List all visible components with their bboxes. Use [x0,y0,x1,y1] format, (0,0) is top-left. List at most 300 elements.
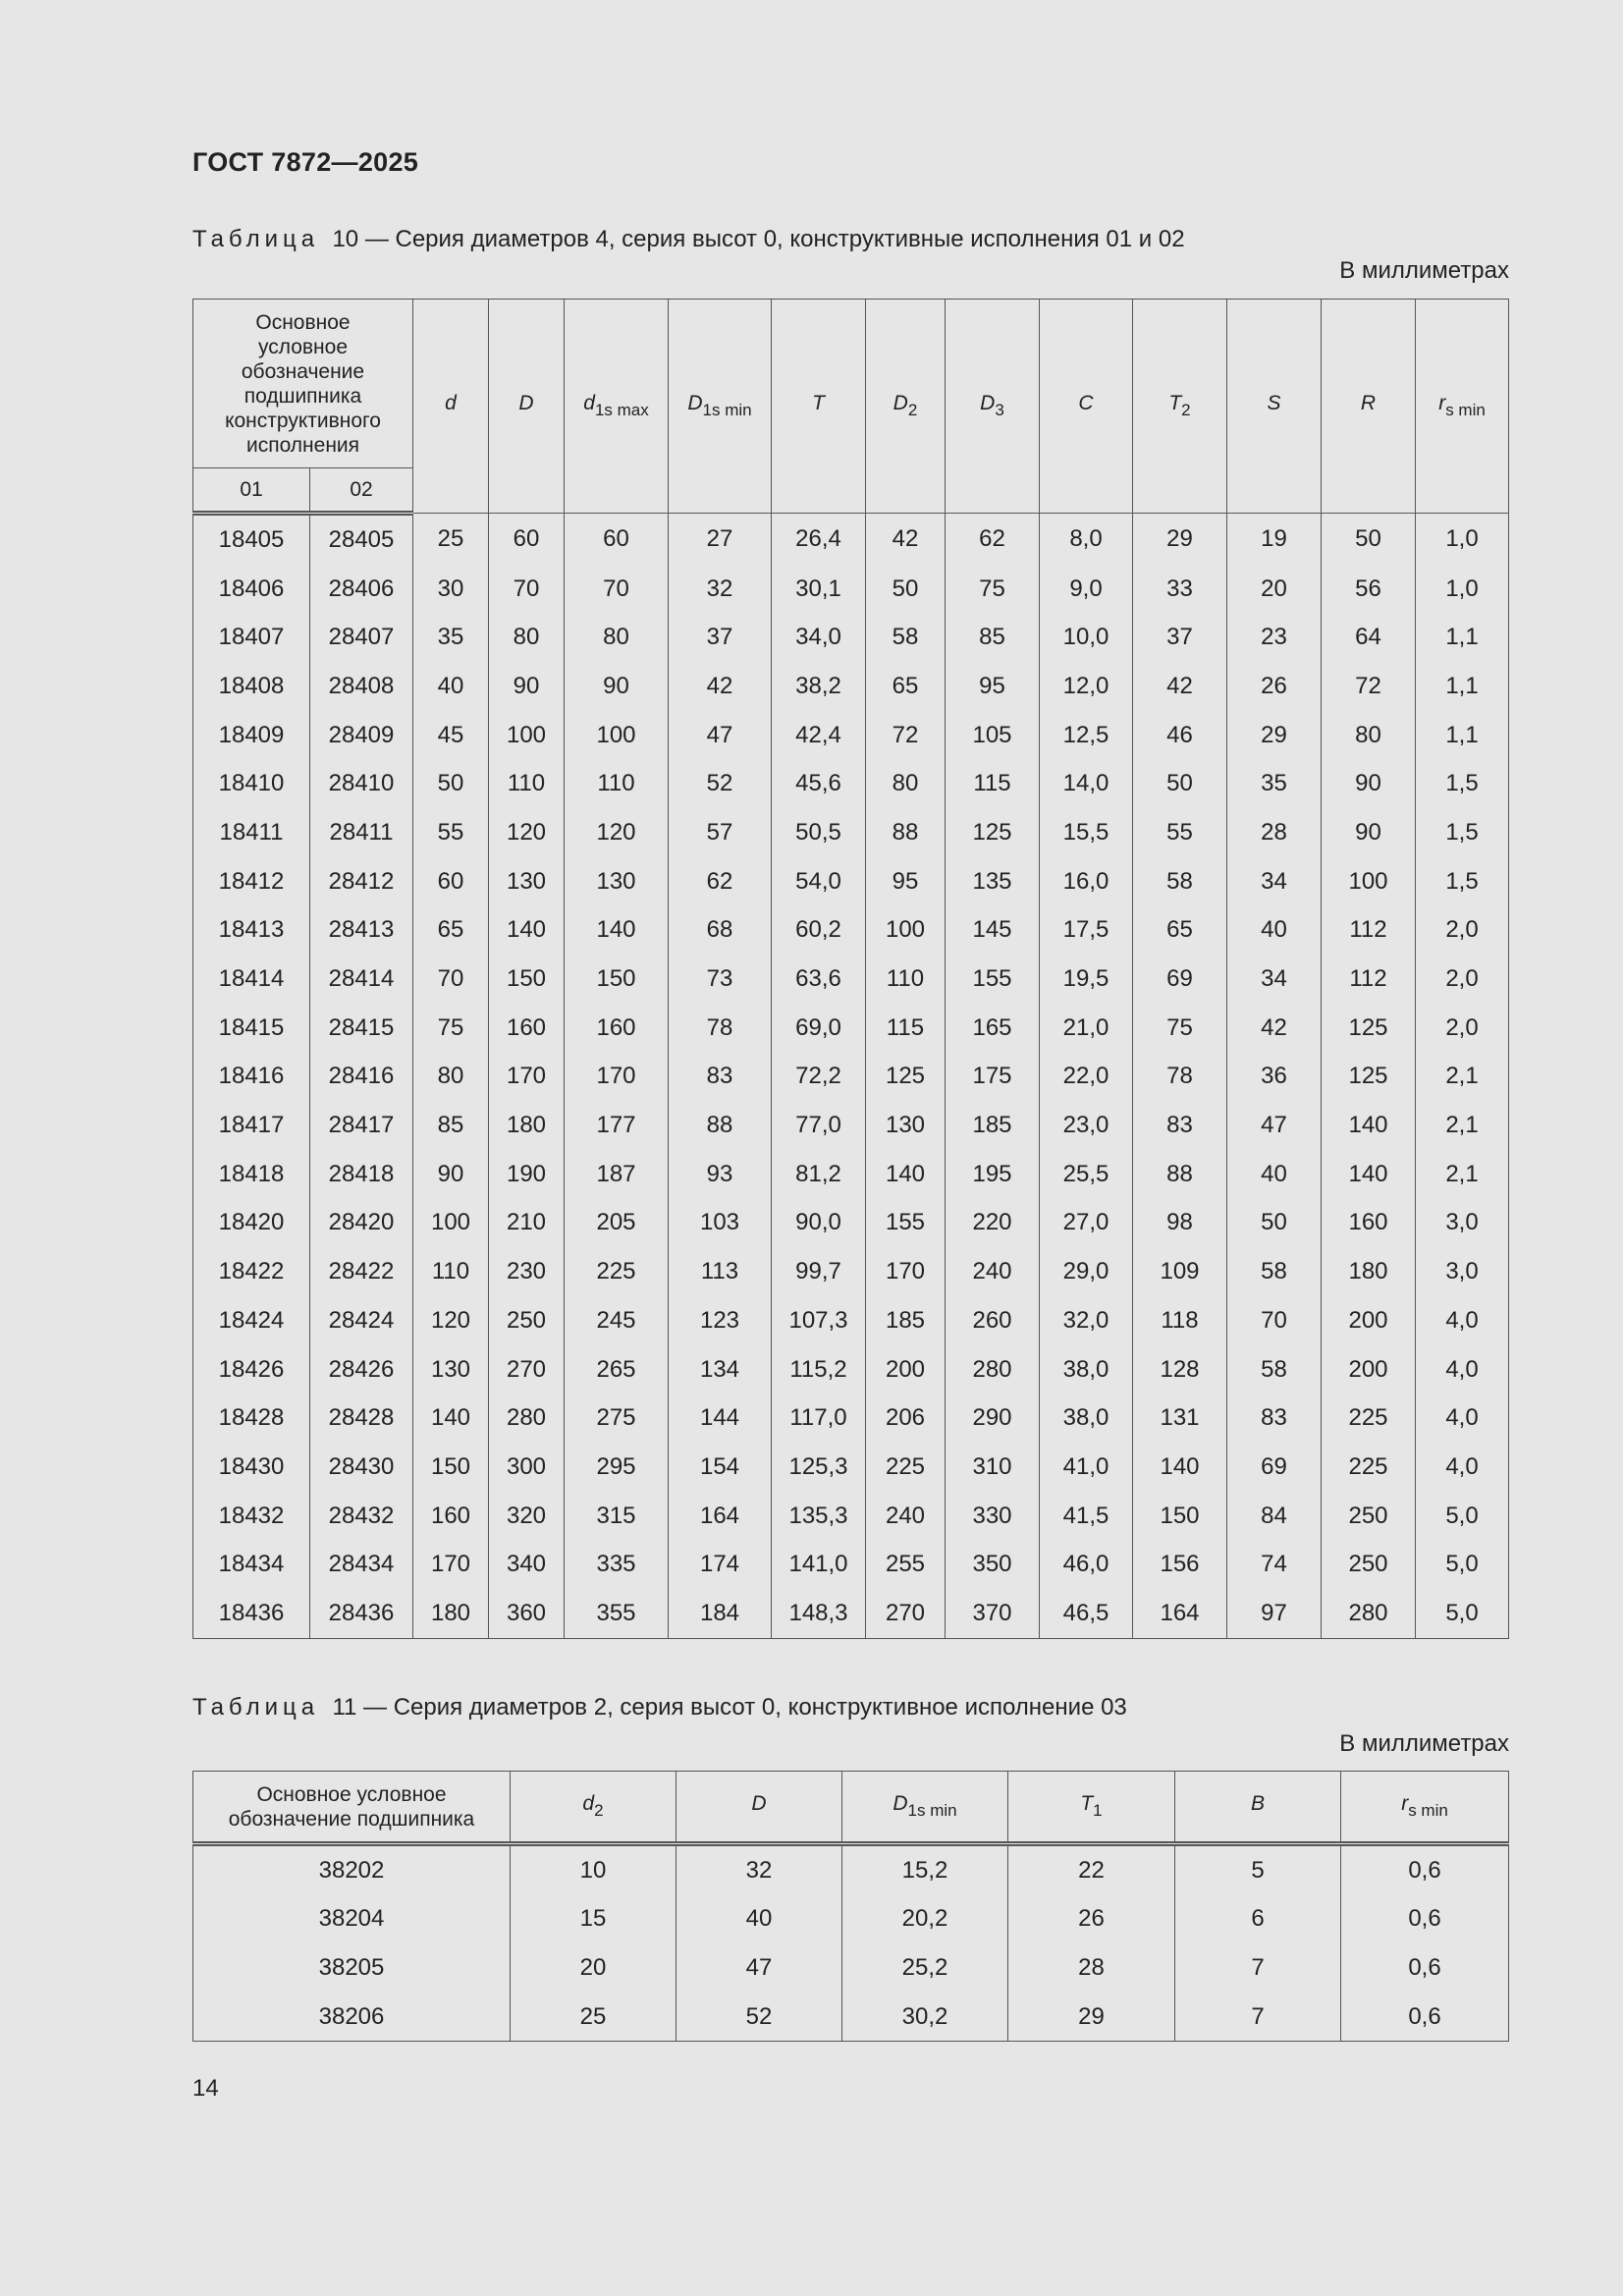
table-cell: 141,0 [772,1540,866,1589]
table-cell: 28407 [310,613,413,662]
table-cell: 28417 [310,1101,413,1150]
table10-caption-text: 10 — Серия диаметров 4, серия высот 0, конструктивные исполнения 01 и 02 [332,226,1185,252]
table-cell: 65 [413,906,489,956]
table-cell: 125 [866,1053,946,1102]
table-cell: 75 [946,565,1040,614]
table-cell: 2,1 [1416,1101,1509,1150]
table-cell: 164 [1133,1589,1227,1638]
table-cell: 120 [565,808,669,857]
table-cell: 28424 [310,1296,413,1345]
table-cell: 100 [489,711,565,760]
table-cell: 46 [1133,711,1227,760]
table-cell: 1,1 [1416,711,1509,760]
table-cell: 131 [1133,1394,1227,1443]
table-cell: 42 [866,514,946,565]
table-cell: 18405 [193,514,310,565]
table-cell: 64 [1322,613,1416,662]
table-cell: 10,0 [1040,613,1133,662]
table-cell: 18424 [193,1296,310,1345]
table-cell: 50 [413,759,489,808]
table11-col-header: $r_{s min}$ [1341,1772,1509,1844]
table-cell: 15 [511,1895,676,1944]
table11-caption-text: 11 — Серия диаметров 2, серия высот 0, конструктивное исполнение 03 [332,1694,1127,1721]
table-cell: 28432 [310,1492,413,1541]
table-cell: 38,0 [1040,1394,1133,1443]
table-cell: 170 [413,1540,489,1589]
table-cell: 220 [946,1199,1040,1248]
table-cell: 83 [1133,1101,1227,1150]
table-cell: 58 [866,613,946,662]
table10-caption [192,226,1185,253]
table11-units: В миллиметрах [1339,1730,1509,1757]
table-cell: 184 [669,1589,772,1638]
table-cell: 130 [489,857,565,906]
table-cell: 26 [1008,1895,1175,1944]
table-cell: 115 [866,1004,946,1053]
table-cell: 80 [413,1053,489,1102]
table-cell: 103 [669,1199,772,1248]
table10-units: В миллиметрах [1339,257,1509,284]
table-cell: 170 [866,1247,946,1296]
table-cell: 60 [413,857,489,906]
table-cell: 80 [866,759,946,808]
table-cell: 72 [866,711,946,760]
table-cell: 28418 [310,1150,413,1199]
table11-col-header: $d_2$ [511,1772,676,1844]
table-cell: 1,5 [1416,857,1509,906]
table-cell: 55 [1133,808,1227,857]
table-cell: 265 [565,1345,669,1394]
table-cell: 28 [1008,1943,1175,1993]
table-cell: 18416 [193,1053,310,1102]
table-cell: 40 [1227,906,1322,956]
table-cell: 50 [1322,514,1416,565]
table-cell: 140 [1133,1443,1227,1492]
table-cell: 340 [489,1540,565,1589]
table-cell: 20,2 [842,1895,1008,1944]
table-row [193,613,1509,662]
table-cell: 28426 [310,1345,413,1394]
table-cell: 5,0 [1416,1540,1509,1589]
table-cell: 18413 [193,906,310,956]
table-cell: 6 [1175,1895,1341,1944]
table-cell: 28436 [310,1589,413,1638]
table-cell: 23 [1227,613,1322,662]
table11-col-header: $D_{1s min}$ [842,1772,1008,1844]
table-cell: 160 [1322,1199,1416,1248]
table-row [193,1101,1509,1150]
table-cell: 150 [565,955,669,1004]
table-cell: 145 [946,906,1040,956]
table-row [193,1844,1509,1895]
table-cell: 23,0 [1040,1101,1133,1150]
table-cell: 355 [565,1589,669,1638]
table-cell: 140 [565,906,669,956]
table-cell: 70 [565,565,669,614]
table10-col-header: D [489,300,565,514]
table10-col-header: $d_{1s max}$ [565,300,669,514]
table-cell: 25,5 [1040,1150,1133,1199]
table10-col-header: $D_2$ [866,300,946,514]
table-cell: 57 [669,808,772,857]
table11-caption [192,1694,1127,1722]
table-cell: 47 [669,711,772,760]
table-cell: 15,5 [1040,808,1133,857]
table-cell: 35 [1227,759,1322,808]
table-cell: 255 [866,1540,946,1589]
table-cell: 14,0 [1040,759,1133,808]
table-cell: 28414 [310,955,413,1004]
table-cell: 12,0 [1040,662,1133,711]
table-cell: 18430 [193,1443,310,1492]
table-cell: 85 [946,613,1040,662]
table11-designation-header: Основное условное обозначение подшипника [193,1772,511,1844]
table-cell: 18417 [193,1101,310,1150]
table-cell: 69,0 [772,1004,866,1053]
table-cell: 5,0 [1416,1492,1509,1541]
table-cell: 34 [1227,857,1322,906]
table-cell: 27,0 [1040,1199,1133,1248]
table-cell: 140 [1322,1101,1416,1150]
table-cell: 80 [565,613,669,662]
table-cell: 70 [413,955,489,1004]
table-cell: 34 [1227,955,1322,1004]
table-cell: 150 [413,1443,489,1492]
table-cell: 26 [1227,662,1322,711]
table-row [193,955,1509,1004]
table-cell: 18407 [193,613,310,662]
table-cell: 330 [946,1492,1040,1541]
table-cell: 75 [413,1004,489,1053]
table-cell: 88 [669,1101,772,1150]
table-cell: 74 [1227,1540,1322,1589]
table-cell: 110 [413,1247,489,1296]
table-cell: 38205 [193,1943,511,1993]
table-cell: 18411 [193,808,310,857]
table-cell: 18426 [193,1345,310,1394]
table-cell: 40 [413,662,489,711]
table-cell: 135,3 [772,1492,866,1541]
table-cell: 28415 [310,1004,413,1053]
table10 [192,299,1509,1639]
table-row [193,1199,1509,1248]
table-cell: 18410 [193,759,310,808]
table-cell: 28409 [310,711,413,760]
table-cell: 100 [565,711,669,760]
table-cell: 185 [866,1296,946,1345]
table-cell: 50 [1227,1199,1322,1248]
table-cell: 69 [1227,1443,1322,1492]
table-row [193,808,1509,857]
table-cell: 164 [669,1492,772,1541]
table-cell: 18436 [193,1589,310,1638]
table-cell: 28430 [310,1443,413,1492]
table-cell: 165 [946,1004,1040,1053]
table-cell: 155 [946,955,1040,1004]
table-cell: 19,5 [1040,955,1133,1004]
page-number: 14 [192,2075,219,2102]
table10-col-header: T [772,300,866,514]
table-cell: 28420 [310,1199,413,1248]
table-cell: 62 [946,514,1040,565]
table-cell: 174 [669,1540,772,1589]
table-cell: 320 [489,1492,565,1541]
table-cell: 230 [489,1247,565,1296]
table-cell: 118 [1133,1296,1227,1345]
table-row [193,1443,1509,1492]
table-cell: 84 [1227,1492,1322,1541]
table-cell: 240 [946,1247,1040,1296]
table-cell: 195 [946,1150,1040,1199]
table-cell: 70 [1227,1296,1322,1345]
table-cell: 20 [1227,565,1322,614]
table-cell: 200 [1322,1345,1416,1394]
table-cell: 25 [511,1993,676,2042]
table10-col-header: $r_{s min}$ [1416,300,1509,514]
table-cell: 69 [1133,955,1227,1004]
table-cell: 22 [1008,1844,1175,1895]
table-cell: 28434 [310,1540,413,1589]
table-cell: 180 [1322,1247,1416,1296]
table-cell: 32 [676,1844,842,1895]
table-cell: 73 [669,955,772,1004]
table-cell: 29,0 [1040,1247,1133,1296]
table-cell: 170 [565,1053,669,1102]
table-cell: 130 [866,1101,946,1150]
table-cell: 52 [676,1993,842,2042]
table-cell: 18406 [193,565,310,614]
table-cell: 28412 [310,857,413,906]
table-cell: 18409 [193,711,310,760]
table-cell: 90 [413,1150,489,1199]
table-cell: 18408 [193,662,310,711]
table-cell: 38,0 [1040,1345,1133,1394]
table-cell: 110 [489,759,565,808]
table-cell: 190 [489,1150,565,1199]
table-cell: 115 [946,759,1040,808]
table-cell: 205 [565,1199,669,1248]
document-header: ГОСТ 7872—2025 [192,147,419,177]
table-cell: 18415 [193,1004,310,1053]
table-cell: 270 [866,1589,946,1638]
table-cell: 19 [1227,514,1322,565]
table-cell: 83 [1227,1394,1322,1443]
table-cell: 21,0 [1040,1004,1133,1053]
table-cell: 88 [866,808,946,857]
table-cell: 28405 [310,514,413,565]
table-cell: 170 [489,1053,565,1102]
table-cell: 18420 [193,1199,310,1248]
table-cell: 225 [866,1443,946,1492]
table-cell: 360 [489,1589,565,1638]
table-cell: 335 [565,1540,669,1589]
table-cell: 17,5 [1040,906,1133,956]
table-cell: 85 [413,1101,489,1150]
table-cell: 29 [1008,1993,1175,2042]
table-cell: 45,6 [772,759,866,808]
table-cell: 42 [1227,1004,1322,1053]
table-cell: 110 [565,759,669,808]
table-cell: 90 [1322,808,1416,857]
table-row [193,1345,1509,1394]
table-cell: 80 [489,613,565,662]
table-cell: 295 [565,1443,669,1492]
table-row [193,1589,1509,1638]
table-cell: 148,3 [772,1589,866,1638]
table-cell: 18414 [193,955,310,1004]
table-cell: 29 [1227,711,1322,760]
table-cell: 28422 [310,1247,413,1296]
table-cell: 1,0 [1416,565,1509,614]
table-cell: 150 [1133,1492,1227,1541]
table-cell: 77,0 [772,1101,866,1150]
table-row [193,514,1509,565]
table-row [193,1004,1509,1053]
table-cell: 206 [866,1394,946,1443]
table-cell: 250 [1322,1492,1416,1541]
table-cell: 90 [1322,759,1416,808]
table-row [193,759,1509,808]
table10-col-header: $T_2$ [1133,300,1227,514]
table-cell: 310 [946,1443,1040,1492]
table-cell: 81,2 [772,1150,866,1199]
table-cell: 4,0 [1416,1296,1509,1345]
table-cell: 110 [866,955,946,1004]
table-cell: 38202 [193,1844,511,1895]
table-cell: 187 [565,1150,669,1199]
table-cell: 225 [1322,1443,1416,1492]
table-cell: 315 [565,1492,669,1541]
table-cell: 37 [669,613,772,662]
table-cell: 0,6 [1341,1943,1509,1993]
table-cell: 0,6 [1341,1993,1509,2042]
table-cell: 2,1 [1416,1053,1509,1102]
table-cell: 33 [1133,565,1227,614]
table-cell: 144 [669,1394,772,1443]
table-cell: 200 [1322,1296,1416,1345]
table-cell: 154 [669,1443,772,1492]
table-cell: 75 [1133,1004,1227,1053]
table-cell: 123 [669,1296,772,1345]
table-cell: 78 [1133,1053,1227,1102]
table-cell: 95 [946,662,1040,711]
table-cell: 109 [1133,1247,1227,1296]
table-row [193,1053,1509,1102]
table-cell: 38206 [193,1993,511,2042]
table-cell: 12,5 [1040,711,1133,760]
table-cell: 58 [1133,857,1227,906]
table-cell: 280 [946,1345,1040,1394]
table-cell: 83 [669,1053,772,1102]
table-row [193,1150,1509,1199]
table-row [193,711,1509,760]
table-cell: 140 [489,906,565,956]
table-cell: 5 [1175,1844,1341,1895]
table-cell: 54,0 [772,857,866,906]
table-cell: 1,1 [1416,662,1509,711]
table-cell: 160 [413,1492,489,1541]
table-cell: 140 [1322,1150,1416,1199]
table10-col-header: R [1322,300,1416,514]
table-cell: 107,3 [772,1296,866,1345]
table-cell: 130 [565,857,669,906]
table-cell: 135 [946,857,1040,906]
table-cell: 22,0 [1040,1053,1133,1102]
table-cell: 80 [1322,711,1416,760]
table-cell: 113 [669,1247,772,1296]
table-cell: 42 [1133,662,1227,711]
table-cell: 18422 [193,1247,310,1296]
table-cell: 4,0 [1416,1345,1509,1394]
table-cell: 36 [1227,1053,1322,1102]
table-cell: 175 [946,1053,1040,1102]
table-cell: 115,2 [772,1345,866,1394]
table-cell: 78 [669,1004,772,1053]
table-cell: 185 [946,1101,1040,1150]
table-cell: 290 [946,1394,1040,1443]
table-cell: 200 [866,1345,946,1394]
table-row [193,906,1509,956]
table-row [193,1993,1509,2042]
table-cell: 156 [1133,1540,1227,1589]
table10-subheader-01: 01 [193,468,310,514]
table-cell: 46,0 [1040,1540,1133,1589]
table-cell: 60 [565,514,669,565]
table-cell: 120 [489,808,565,857]
table10-body [193,514,1509,1639]
table-cell: 30,2 [842,1993,1008,2042]
table-cell: 60,2 [772,906,866,956]
table11 [192,1771,1509,2042]
table-cell: 105 [946,711,1040,760]
table-row [193,1394,1509,1443]
table-cell: 100 [413,1199,489,1248]
table-cell: 7 [1175,1943,1341,1993]
table-cell: 210 [489,1199,565,1248]
table-cell: 1,0 [1416,514,1509,565]
table-cell: 50 [866,565,946,614]
table-cell: 41,0 [1040,1443,1133,1492]
table-cell: 112 [1322,906,1416,956]
table-cell: 225 [565,1247,669,1296]
table-cell: 280 [489,1394,565,1443]
table-cell: 5,0 [1416,1589,1509,1638]
table-cell: 32 [669,565,772,614]
table-cell: 7 [1175,1993,1341,2042]
table-cell: 25,2 [842,1943,1008,1993]
table-cell: 55 [413,808,489,857]
table-cell: 100 [1322,857,1416,906]
table-cell: 3,0 [1416,1199,1509,1248]
table10-designation-header: Основное условное обозначение подшипника конструктивного исполнения [193,300,413,468]
table-cell: 15,2 [842,1844,1008,1895]
table-cell: 130 [413,1345,489,1394]
table-cell: 125 [946,808,1040,857]
table-cell: 37 [1133,613,1227,662]
table-cell: 65 [1133,906,1227,956]
table-cell: 97 [1227,1589,1322,1638]
table-row [193,857,1509,906]
table-cell: 47 [676,1943,842,1993]
table-cell: 29 [1133,514,1227,565]
table-cell: 28411 [310,808,413,857]
table-cell: 30 [413,565,489,614]
table-row [193,1247,1509,1296]
table10-col-header: $D_3$ [946,300,1040,514]
table-cell: 1,5 [1416,808,1509,857]
table-cell: 90 [565,662,669,711]
table-row [193,1895,1509,1944]
